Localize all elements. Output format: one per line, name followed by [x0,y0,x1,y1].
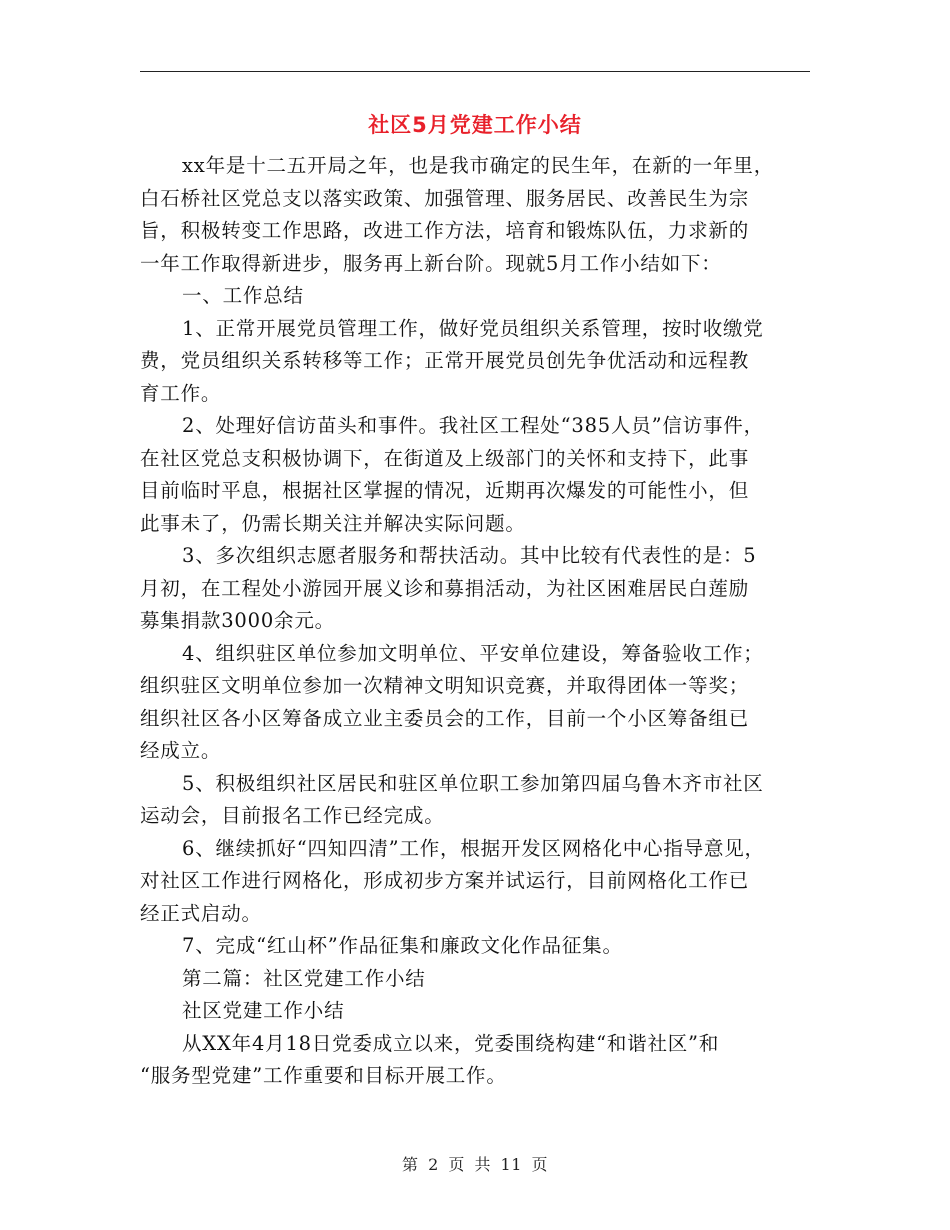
document-title: 社区5月党建工作小结 [368,113,582,137]
body-line: 在社区党总支积极协调下，在街道及上级部门的关怀和支持下，此事 [140,446,750,470]
body-line: 5、积极组织社区居民和驻区单位职工参加第四届乌鲁木齐市社区 [182,771,764,795]
body-line: 经成立。 [140,739,222,762]
body-line: 一年工作取得新进步，服务再上新台阶。现就5月工作小结如下： [140,251,722,275]
body-line: 组织驻区文明单位参加一次精神文明知识竞赛，并取得团体一等奖； [140,674,750,697]
body-line: 经正式启动。 [140,901,262,925]
body-line: 从XX年4月18日党委成立以来，党委围绕构建“和谐社区”和 [182,1031,720,1055]
body-line: 2、处理好信访苗头和事件。我社区工程处“385人员”信访事件， [182,414,764,437]
body-line: 对社区工作进行网格化，形成初步方案并试运行，目前网格化工作已 [140,869,750,892]
body-line: 3、多次组织志愿者服务和帮扶活动。其中比较有代表性的是：5 [182,544,757,567]
body-line: 月初，在工程处小游园开展义诊和募捐活动，为社区困难居民白莲励 [140,576,750,600]
document-body [140,150,812,1093]
body-line: 白石桥社区党总支以落实政策、加强管理、服务居民、改善民生为宗 [140,186,750,210]
body-line: 育工作。 [140,381,222,405]
body-line: “服务型党建”工作重要和目标开展工作。 [140,1064,507,1087]
body-line: 运动会，目前报名工作已经完成。 [140,804,445,827]
body-line: 此事未了，仍需长期关注并解决实际问题。 [140,511,526,535]
page-footer: 第 2 页 共 11 页 [402,1155,548,1174]
body-line: 旨，积极转变工作思路，改进工作方法，培育和锻炼队伍，力求新的 [140,219,750,242]
body-line: 组织社区各小区筹备成立业主委员会的工作，目前一个小区筹备组已 [140,706,750,730]
body-line: 7、完成“红山杯”作品征集和廉政文化作品征集。 [182,934,623,957]
header-rule [140,71,810,72]
body-line: 一、工作总结 [182,284,304,307]
body-line: 6、继续抓好“四知四清”工作，根据开发区网格化中心指导意见， [182,836,765,860]
body-line: 4、组织驻区单位参加文明单位、平安单位建设，筹备验收工作； [182,641,764,665]
body-line: 社区党建工作小结 [182,999,345,1022]
body-line: 费，党员组织关系转移等工作；正常开展党员创先争优活动和远程教 [140,349,750,372]
body-line: 1、正常开展党员管理工作，做好党员组织关系管理，按时收缴党 [182,316,764,340]
body-line: 目前临时平息，根据社区掌握的情况，近期再次爆发的可能性小，但 [140,479,750,502]
body-line: xx年是十二五开局之年，也是我市确定的民生年，在新的一年里， [182,154,774,177]
body-line: 募集捐款3000余元。 [140,609,335,632]
body-line: 第二篇：社区党建工作小结 [182,966,426,990]
